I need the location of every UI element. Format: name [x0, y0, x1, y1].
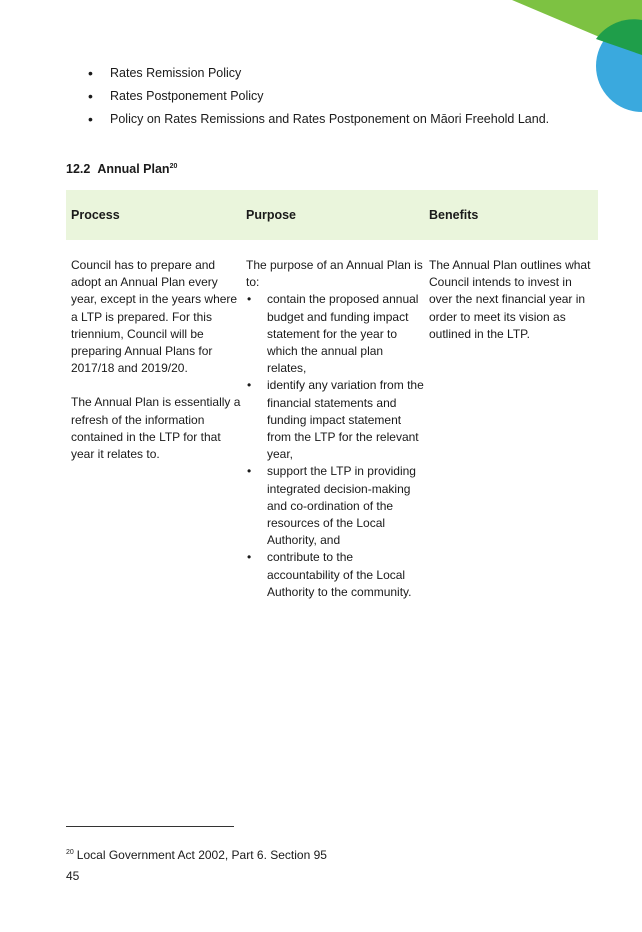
- list-item: • Rates Postponement Policy: [88, 87, 549, 110]
- list-item: • support the LTP in providing integrated decision-making and co-ordination of the resources of the Local Authority, and: [246, 463, 424, 549]
- section-heading: [66, 162, 177, 176]
- list-item: • Policy on Rates Remissions and Rates Postponement on Māori Freehold Land.: [88, 110, 549, 133]
- footnote-text: Local Government Act 2002, Part 6. Section 95: [76, 848, 327, 862]
- benefits-cell: [424, 257, 598, 601]
- benefits-paragraph: The Annual Plan outlines what Council intends to invest in over the next financial year in order to meet its vision as outlined in the LTP.: [429, 258, 591, 341]
- process-paragraph: The Annual Plan is essentially a refresh of the information contained in the LTP for that year it relates to.: [71, 395, 241, 462]
- header-benefits: Benefits: [429, 208, 479, 222]
- page-number: 45: [66, 869, 80, 883]
- footnote: [66, 848, 327, 862]
- header-process: Process: [71, 208, 120, 222]
- table-row: [66, 257, 598, 601]
- purpose-list: [246, 291, 424, 601]
- list-item: • identify any variation from the financial statements and funding impact statement from the LTP for the relevant year,: [246, 377, 424, 463]
- section-number: 12.2: [66, 162, 91, 176]
- footnote-reference: 20: [169, 162, 178, 170]
- process-paragraph: Council has to prepare and adopt an Annual Plan every year, except in the years where a LTP is prepared. For this triennium, Council will be preparing Annual Plans for 2017/18 and 2019/20.: [71, 258, 238, 376]
- header-purpose: Purpose: [246, 208, 297, 222]
- purpose-intro: The purpose of an Annual Plan is to:: [246, 258, 423, 290]
- purpose-cell: [241, 257, 424, 601]
- table-header-row: [66, 190, 598, 240]
- annual-plan-table: [66, 190, 598, 601]
- process-cell: [66, 257, 241, 601]
- list-item: • Rates Remission Policy: [88, 64, 549, 87]
- policy-list: [88, 64, 549, 133]
- footnote-number: 20: [66, 849, 74, 856]
- list-item: • contain the proposed annual budget and funding impact statement for the year to which the annual plan relates,: [246, 291, 424, 377]
- footnote-divider: [66, 826, 234, 827]
- section-title: Annual Plan: [97, 162, 170, 176]
- list-item: • contribute to the accountability of the Local Authority to the community.: [246, 549, 424, 601]
